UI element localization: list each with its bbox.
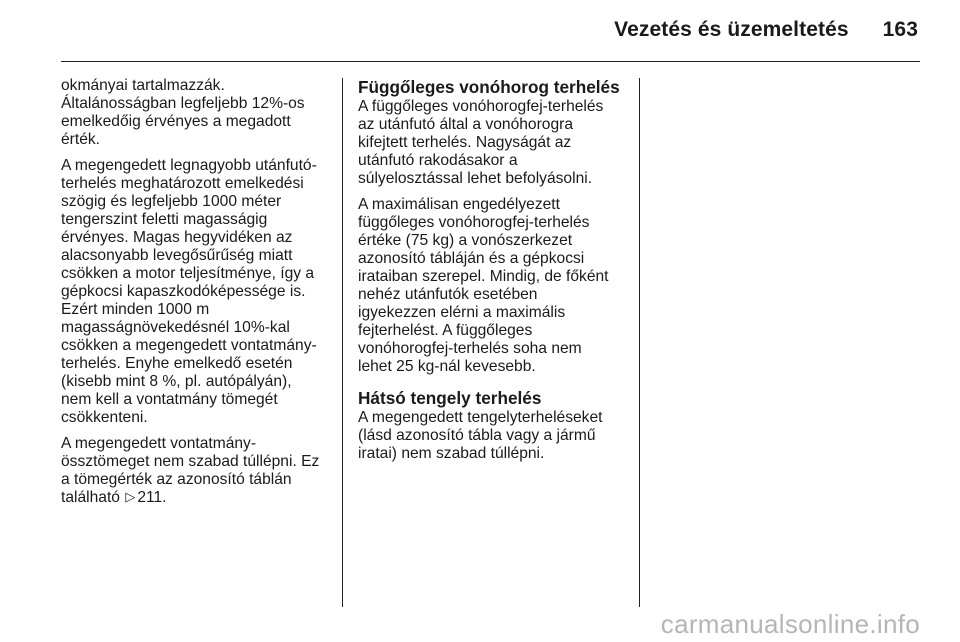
paragraph-altitude: A megengedett legnagyobb utánfutó- terhelés meghatározott emelkedési szögig és legfeljebb 1000 méter tengerszint feletti magasságig érvényes. Magas hegyvidéken az alacsonyabb levegősűrűség miatt csökken a motor teljesítménye, így a gépkocsi kapaszkodóképessége is. Ezért minden 1000 m magasságnövekedésnél 10%-kal csökken a megengedett vontatmány- terhelés. Enyhe emelkedő esetén (kisebb mint 8 %, pl. autópályán), nem kell a vontatmány tömegét csökkenteni. [61,157,317,426]
column-divider-2 [639,78,640,607]
heading-rear-axle: Hátsó tengely terhelés [358,388,542,408]
column-divider-1 [342,78,343,607]
page-header [614,18,918,42]
watermark-text: carmanualsonline.info [660,609,920,639]
ref-prefix: található [61,489,120,506]
paragraph-vertical-load-def: A függőleges vonóhorogfej-terhelés az utánfutó által a vonóhorogra kifejtett terhelés. Nagyságát az utánfutó rakodásakor a súlyelosztással lehet befolyásolni. [358,98,604,187]
section-title: Vezetés és üzemeltetés [614,18,849,41]
column-middle [358,77,636,471]
column-left [61,77,336,515]
page-reference-icon: ▷ [125,489,136,504]
paragraph-rear-axle: A megengedett tengelyterheléseket (lásd azonosító tábla vagy a jármű iratai) nem szabad túllépni. [358,409,603,462]
paragraph-vertical-load-limits: A maximálisan engedélyezett függőleges vonóhorogfej-terhelés értéke (75 kg) a vonószerkezet azonosító tábláján és a gépkocsi irataiban szerepel. Mindig, de főként nehéz utánfutók esetében igyekezzen elérni a maximális fejterhelést. A függőleges vonóhorogfej-terhelés soha nem lehet 25 kg-nál kevesebb. [358,196,609,375]
page-number: 163 [882,18,918,41]
heading-vertical-load: Függőleges vonóhorog terhelés [358,77,620,97]
page-reference-link[interactable]: 211. [137,489,167,506]
header-divider [61,61,920,62]
paragraph-max-weight: A megengedett vontatmány- össztömeget nem szabad túllépni. Ez a tömegérték az azonosító táblán található ▷ 211. [61,435,320,506]
paragraph-intro: okmányai tartalmazzák. Általánosságban legfeljebb 12%-os emelkedőig érvényes a megadott érték. [61,77,305,148]
